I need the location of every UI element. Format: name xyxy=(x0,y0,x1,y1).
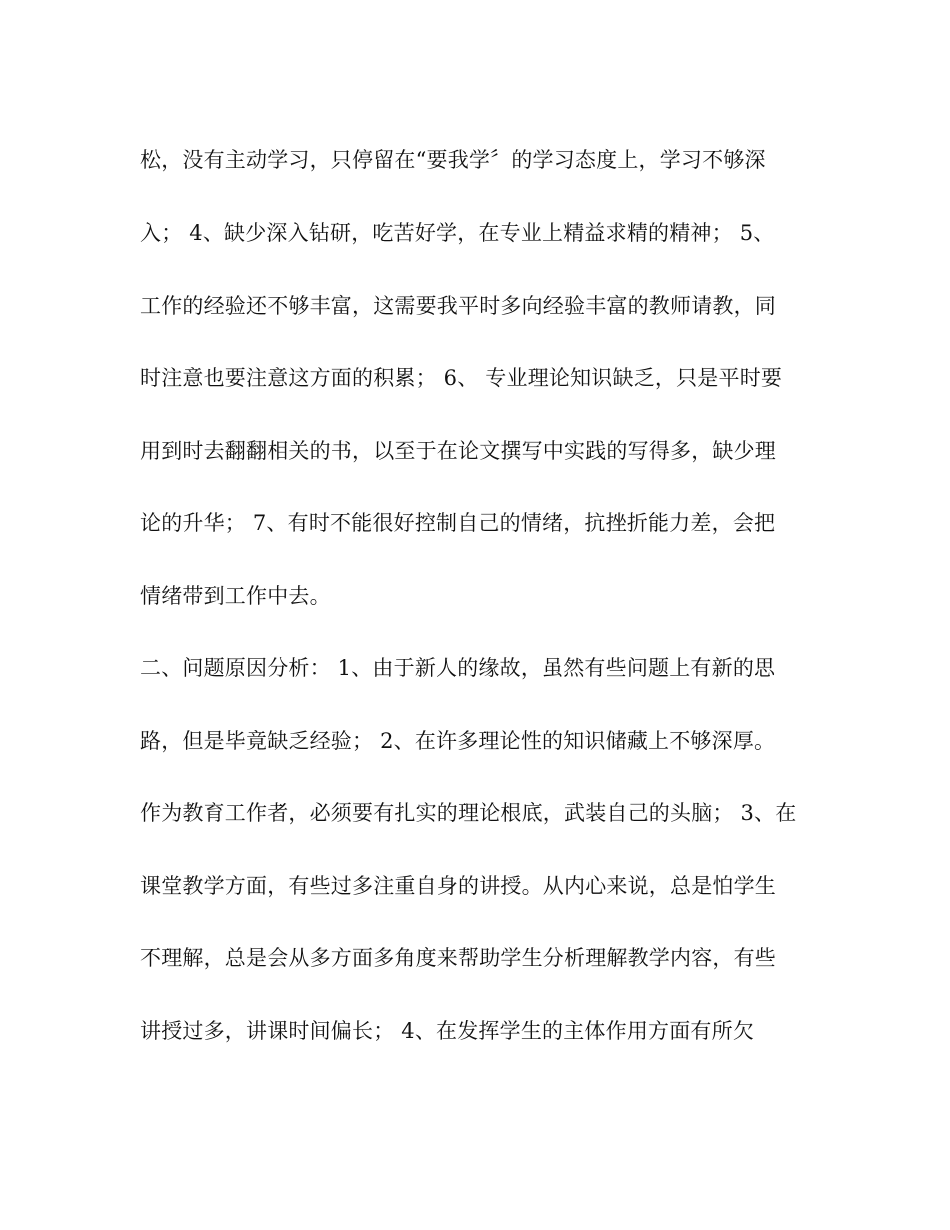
text-line-9: 路，但是毕竟缺乏经验； 2、在许多理论性的知识储藏上不够深厚。 xyxy=(140,729,776,753)
text-line-10: 作为教育工作者，必须要有扎实的理论根底，武装自己的头脑； 3、在 xyxy=(140,801,797,825)
text-line-4: 时注意也要注意这方面的积累； 6、 专业理论知识缺乏，只是平时要 xyxy=(140,366,783,390)
text-line-5: 用到时去翻翻相关的书，以至于在论文撰写中实践的写得多，缺少理 xyxy=(140,439,776,463)
text-line-7: 情绪带到工作中去。 xyxy=(140,584,331,608)
text-line-8: 二、问题原因分析： 1、由于新人的缘故，虽然有些问题上有新的思 xyxy=(140,656,776,680)
text-line-11: 课堂教学方面，有些过多注重自身的讲授。从内心来说，总是怕学生 xyxy=(140,874,776,898)
text-line-1: 松，没有主动学习，只停留在“要我学〞的学习态度上，学习不够深 xyxy=(140,148,766,172)
text-line-13: 讲授过多，讲课时间偏长； 4、在发挥学生的主体作用方面有所欠 xyxy=(140,1019,755,1043)
text-line-12: 不理解，总是会从多方面多角度来帮助学生分析理解教学内容，有些 xyxy=(140,946,776,970)
text-line-3: 工作的经验还不够丰富，这需要我平时多向经验丰富的教师请教，同 xyxy=(140,294,776,318)
text-line-6: 论的升华； 7、有时不能很好控制自己的情绪，抗挫折能力差，会把 xyxy=(140,511,776,535)
text-line-2: 入； 4、缺少深入钻研，吃苦好学，在专业上精益求精的精神； 5、 xyxy=(140,221,775,245)
